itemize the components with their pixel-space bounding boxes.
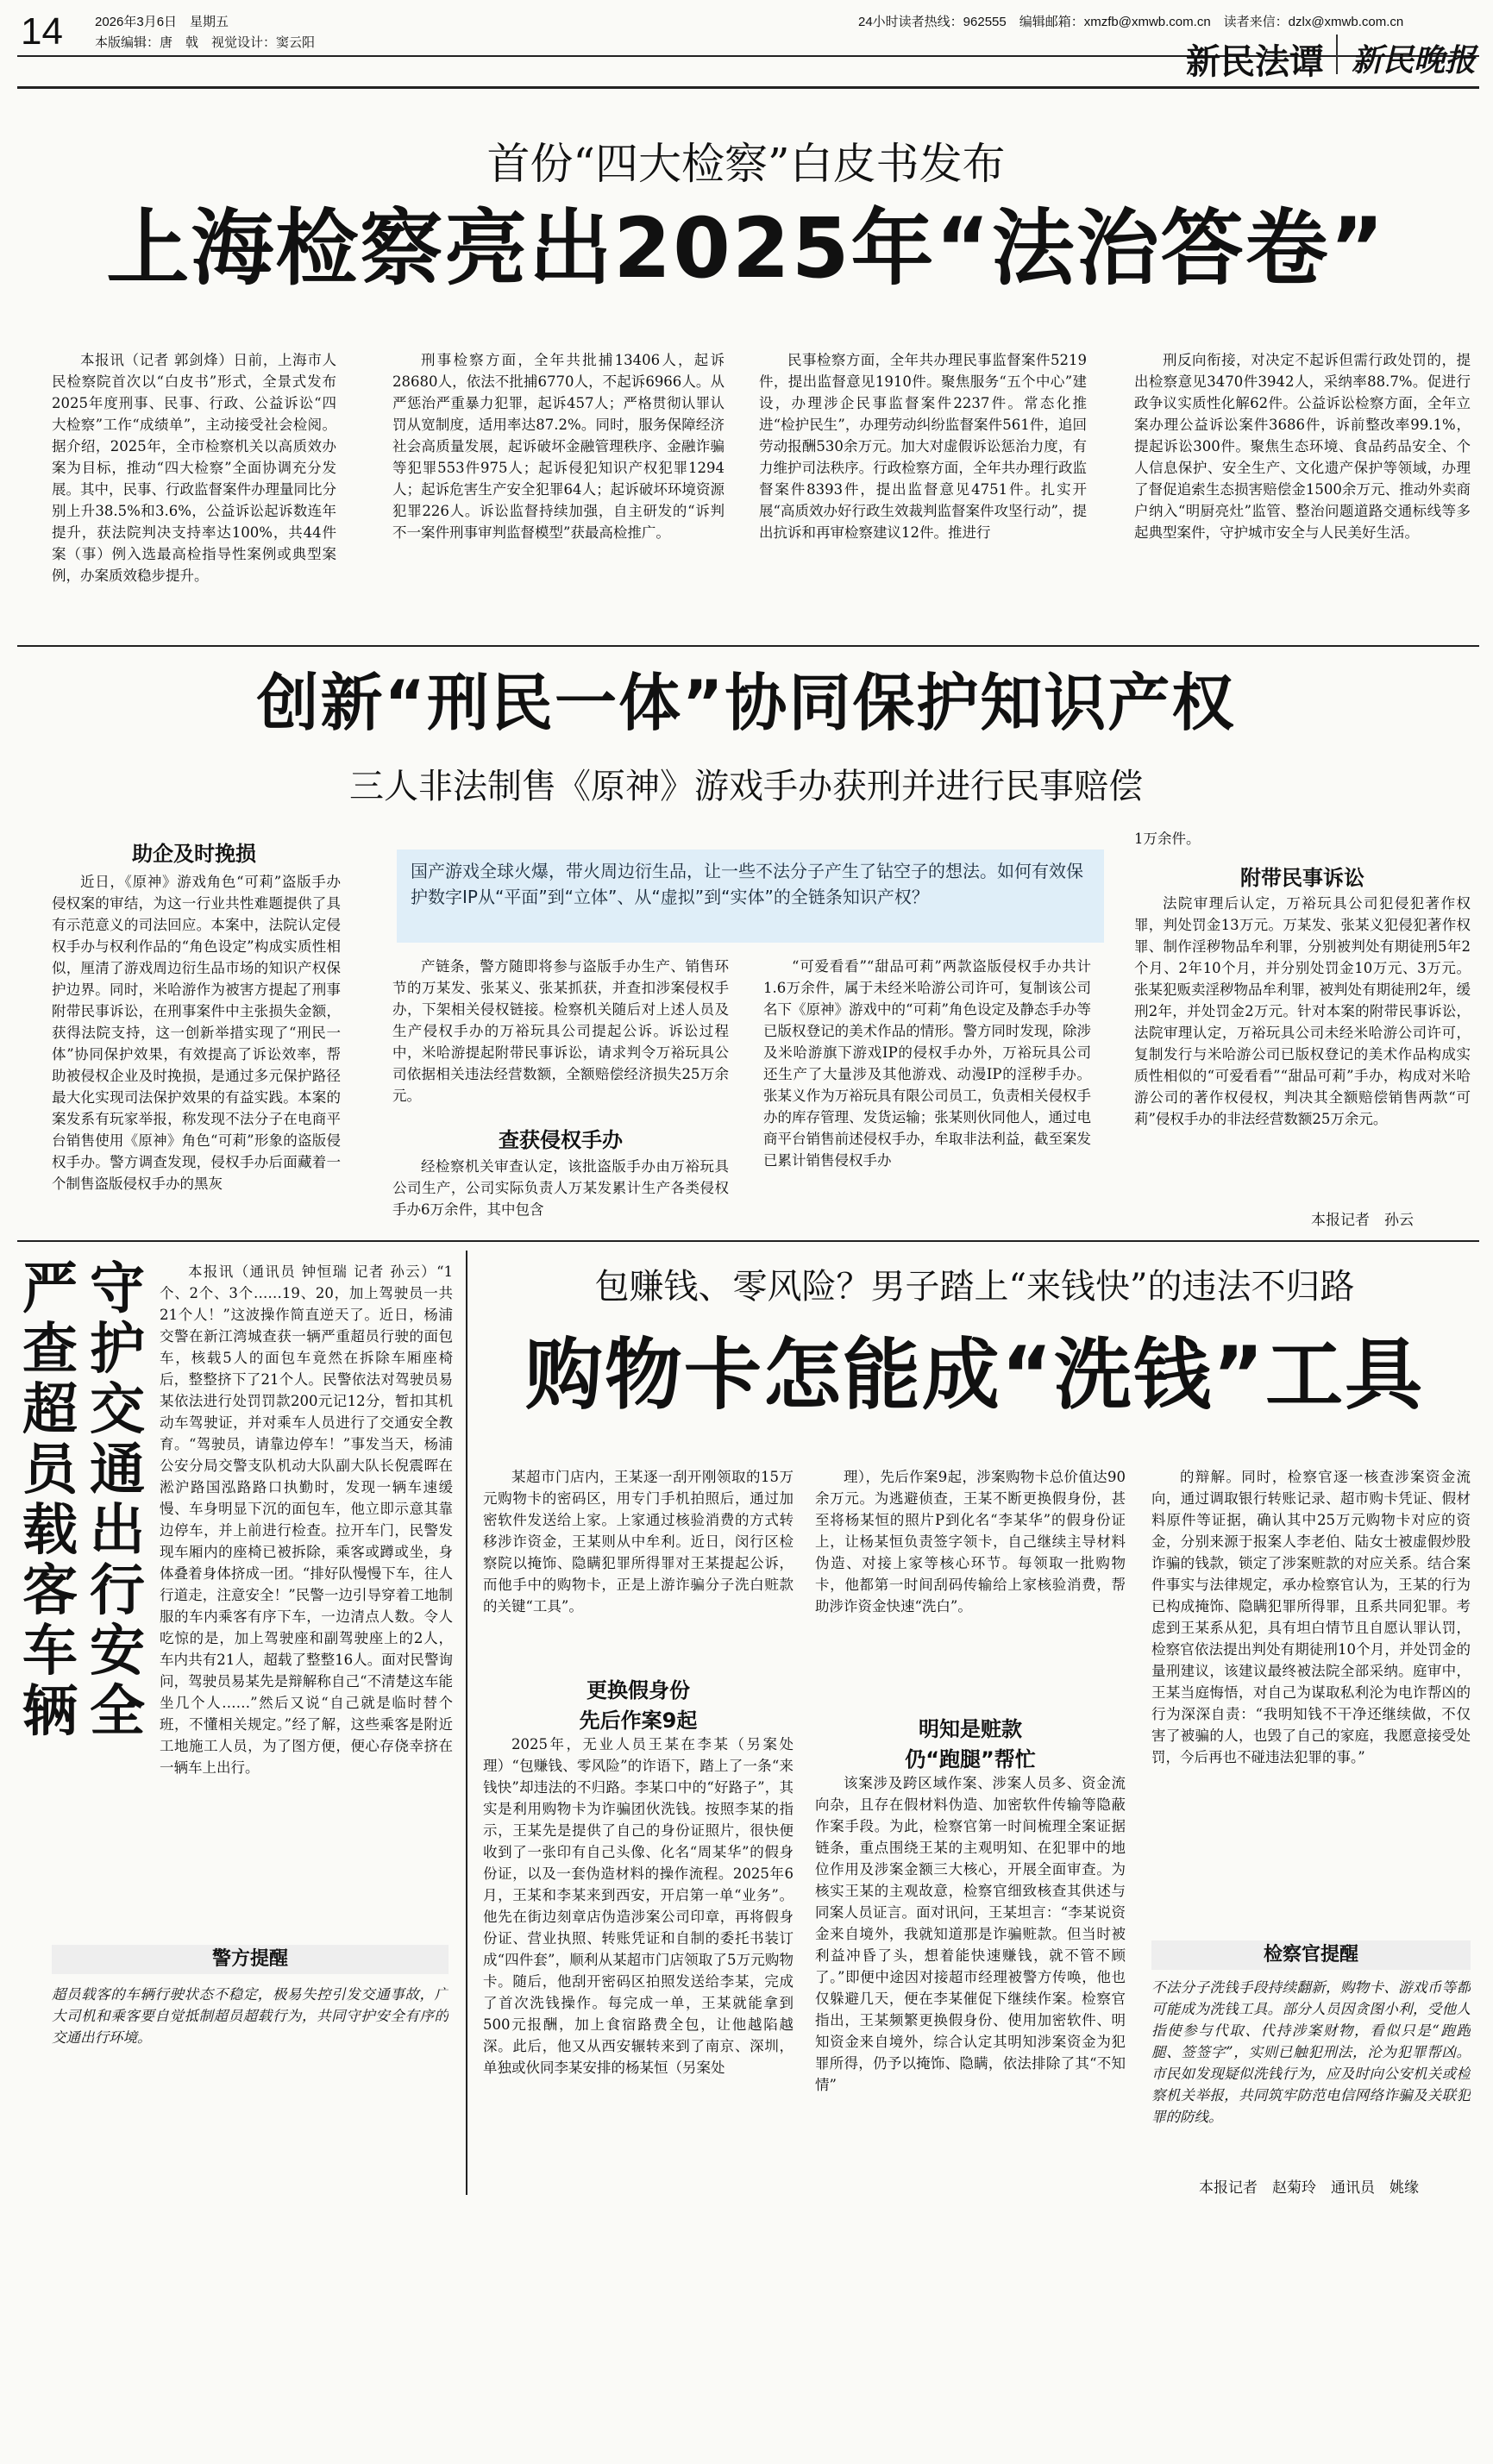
story2-col3: “可爱看看”“甜品可莉”两款盗版侵权手办共计1.6万余件，属于未经米哈游公司许可，复制该公司名下《原神》游戏中的“可莉”角色设定及静态手办等已版权登记的美术作品的情形。警方同时发现，除涉及米哈游旗下游戏IP的侵权手办外，万裕玩具公司还生产了大量涉及其他游戏、动漫IP的淫秽手办。张某义作为万裕玩具有限公司员工，负责相关侵权手办的库存管理、发货运输；张某则伙同他人，通过电商平台销售前述侵权手办，牟取非法利益，截至案发已累计销售侵权手办: [763, 958, 1091, 1169]
story3-title-left: 严查超员载客车辆: [22, 1257, 78, 1744]
story4-col2b: 该案涉及跨区域作案、涉案人员多、资金流向杂，且存在假材料伪造、加密软件传输等隐蔽作案手段。为此，检察官第一时间梳理全案证据链条，重点围绕王某的主观明知、在犯罪中的地位作用及涉案金额三大核心，开展全面审查。为核实王某的主观故意，检察官细致核查其供述与同案人员证言。面对讯问，王某坦言：“李某说资金来自境外，我就知道那是诈骗赃款。但当时被利益冲昏了头，想着能快速赚钱，就不管不顾了。”即便中途因对接超市经理被警方传唤，他也仅躲避几天，便在李某催促下继续作案。检察官指出，王某频繁更换假身份、使用加密软件、明知资金来自境外，综合认定其明知涉案资金为犯罪所得，仍予以掩饰、隐瞒，依法排除了其“不知情”: [815, 1775, 1126, 2093]
story4-sub2: 明知是赃款 仍“跑腿”帮忙: [905, 1717, 1036, 1771]
story3-title-right: 守护交通出行安全: [90, 1257, 145, 1744]
story2-byline: 本报记者 孙云: [1311, 1212, 1414, 1229]
story2-col1: 近日，《原神》游戏角色“可莉”盗版手办侵权案的审结，为这一行业共性难题提供了具有示范意义的司法回应。本案中，法院认定侵权手办与权利作品的“角色设定”构成实质性相似，厘清了游戏周边衍生品市场的知识产权保护边界。同时，米哈游作为被害方提起了刑事附带民事诉讼，在刑事案件中主张损失金额，获得法院支持，这一创新举措实现了“刑民一体”协同保护效果，有效提高了诉讼效率，帮助被侵权企业及时挽损，是通过多元保护路径最大化实现司法保护效果的有益实践。本案的案发系有玩家举报，称发现不法分子在电商平台销售使用《原神》角色“可莉”形象的盗版侵权手办。警方调查发现，侵权手办后面藏着一个制售盗版侵权手办的黑灰: [52, 874, 341, 1192]
story2-subhead: 三人非法制售《原神》游戏手办获刑并进行民事赔偿: [349, 767, 1143, 806]
story4-kicker: 包赚钱、零风险？男子踏上“来钱快”的违法不归路: [594, 1267, 1355, 1307]
story-divider: [17, 645, 1479, 647]
story2-col4a: 1万余件。: [1134, 831, 1201, 847]
story4-box-title: 检察官提醒: [1151, 1940, 1471, 1970]
header-divider: [1336, 34, 1338, 74]
story1-kicker: 首份“四大检察”白皮书发布: [486, 139, 1006, 189]
story3-body: 本报讯（通讯员 钟恒瑞 记者 孙云）“1个、2个、3个……19、20，加上驾驶员一共21个人！”这波操作简直逆天了。近日，杨浦交警在新江湾城查获一辆严重超员行驶的面包车，核载5人的面包车竟然在拆除车厢座椅后，整整挤下了21个人。民警依法对驾驶员易某依法进行处罚罚款200元记12分，暂扣其机动车驾驶证，并对乘车人员进行了交通安全教育。“驾驶员，请靠边停车！”事发当天，杨浦公安分局交警支队机动大队副大队长倪震晖在淞沪路国泓路路口执勤时，发现一辆车速缓慢、车身明显下沉的面包车，他立即示意其靠边停车，并上前进行检查。拉开车门，民警发现车厢内的座椅已被拆除，乘客或蹲或坐，身体叠着身体挤成一团。“排好队慢慢下车，往人行道走，注意安全！”民警一边引导穿着工地制服的车内乘客有序下车，一边清点人数。令人吃惊的是，加上驾驶座和副驾驶座上的2人，车内共有21人，超载了整整16人。面对民警询问，驾驶员易某先是辩解称自己“不清楚这车能坐几个人……”然后又说“自己就是临时替个班，不懂相关规定。”经了解，这些乘客是附近工地施工人员，为了图方便，便心存侥幸挤在一辆车上出行。: [160, 1263, 453, 1776]
story4-headline: 购物卡怎能成“洗钱”工具: [524, 1330, 1425, 1420]
story2-callout: 国产游戏全球火爆，带火周边衍生品，让一些不法分子产生了钻空子的想法。如何有效保护数字IP从“平面”到“立体”、从“虚拟”到“实体”的全链条知识产权？: [397, 850, 1104, 943]
story4-col1b: 2025年，无业人员王某在李某（另案处理）“包赚钱、零风险”的诈语下，踏上了一条“来钱快”却违法的不归路。李某口中的“好路子”，其实是利用购物卡为诈骗团伙洗钱。按照李某的指示，王某先是提供了自己的身份证照片，很快便收到了一张印有自己头像、化名“周某华”的假身份证，以及一套伪造材料的操作流程。2025年6月，王某和李某来到西安，开启第一单“业务”。他先在街边刻章店伪造涉案公司印章，再将假身份证、营业执照、转账凭证和自制的委托书装订成“四件套”，顺利从某超市门店领取了5万元购物卡。随后，他刮开密码区拍照发送给李某，完成了首次洗钱操作。每完成一单，王某就能拿到500元报酬，加上食宿路费全包，让他越陷越深。此后，他又从西安辗转来到了南京、深圳，单独或伙同李某安排的杨某恒（另案处: [483, 1736, 794, 2076]
story4-col2: 理），先后作案9起，涉案购物卡总价值达90余万元。为逃避侦查，王某不断更换假身份，甚至将杨某恒的照片P到化名“李某华”的假身份证上，让杨某恒负责签字领卡，自己继续主导材料伪造、对接上家等核心环节。每领取一批购物卡，他都第一时间刮码传输给上家核验消费，帮助涉诈资金快速“洗白”。: [815, 1469, 1126, 1614]
story2-col4: 法院审理后认定，万裕玩具公司犯侵犯著作权罪，判处罚金13万元。万某发、张某义犯侵犯著作权罪、制作淫秽物品牟利罪，分别被判处有期徒刑5年2个月、2年10个月，并分别处罚金10万元、3万元。张某犯贩卖淫秽物品牟利罪，被判处有期徒刑2年，缓刑2年，并处罚金2万元。针对本案的附带民事诉讼，法院审理认定，万裕玩具公司未经米哈游公司许可，复制发行与米哈游公司已版权登记的美术作品构成实质性相似的“可爱看看”“甜品可莉”手办，构成对米哈游公司的著作权侵权，判决其全额赔偿销售两款“可莉”侵权手办的非法经营数额25万余元。: [1134, 895, 1471, 1127]
story4-byline: 本报记者 赵菊玲 通讯员 姚缘: [1199, 2179, 1419, 2197]
story1-col4: 刑反向衔接，对决定不起诉但需行政处罚的，提出检察意见3470件3942人，采纳率88.7%。促进行政争议实质性化解62件。公益诉讼检察方面，全年立案办理公益诉讼案件3686件，诉前整改率99.1%，提起诉讼300件。聚焦生态环境、食品药品安全、个人信息保护、安全生产、文化遗产保护等领域，办理了督促追索生态损害赔偿金1500余万元、推动外卖商户纳入“明厨亮灶”监管、整治问题道路交通标线等多起典型案件，守护城市安全与人民美好生活。: [1134, 352, 1471, 541]
story1-col1: 本报讯（记者 郭剑烽）日前，上海市人民检察院首次以“白皮书”形式，全景式发布2025年度刑事、民事、行政、公益诉讼“四大检察”工作“成绩单”，主动接受社会检阅。据介绍，2025年，全市检察机关以高质效办案为目标，推动“四大检察”全面协调充分发展。其中，民事、行政监督案件办理量同比分别上升38.5%和3.6%，公益诉讼起诉数连年提升，获法院判决支持率达100%，共44件案（事）例入选最高检指导性案例或典型案例，办案质效稳步提升。: [52, 352, 336, 584]
story2-sub3: 附带民事诉讼: [1240, 866, 1364, 890]
story1-col3: 民事检察方面，全年共办理民事监督案件5219件，提出监督意见1910件。聚焦服务“五个中心”建设，办理涉企民事监督案件2237件。常态化推进“检护民生”，办理劳动纠纷监督案件561件，追回劳动报酬530余万元。加大对虚假诉讼惩治力度，有力维护司法秩序。行政检察方面，全年共办理行政监督案件8393件，提出监督意见4751件。扎实开展“高质效办好行政生效裁判监督案件攻坚行动”，提出抗诉和再审检察建议12件。推进行: [759, 352, 1087, 541]
story4-sub1: 更换假身份 先后作案9起: [579, 1678, 698, 1733]
header-rule: [17, 86, 1479, 89]
column-divider: [466, 1251, 467, 2195]
page-number: 14: [21, 10, 63, 53]
story2-col2: 产链条，警方随即将参与盗版手办生产、销售环节的万某发、张某义、张某抓获，并查扣涉案侵权手办，下架相关侵权链接。检察机关随后对上述人员及生产侵权手办的万裕玩具公司提起公诉。诉讼过程中，米哈游提起附带民事诉讼，请求判令万裕玩具公司依据相关违法经营数额，全额赔偿经济损失25万余元。: [392, 958, 729, 1104]
story1-col2: 刑事检察方面，全年共批捕13406人，起诉28680人，依法不批捕6770人，不起诉6966人。从严惩治严重暴力犯罪，起诉457人；严格贯彻认罪认罚从宽制度，适用率达87.2%。同时，服务保障经济社会高质量发展，起诉破坏金融管理秩序、金融诈骗等犯罪553件975人；起诉侵犯知识产权犯罪1294人；起诉危害生产安全犯罪64人；起诉破坏环境资源犯罪226人。诉讼监督持续加强，自主研发的“诉判不一案件刑事审判监督模型”获最高检推广。: [392, 352, 725, 541]
editors-credit: 本版编辑：唐 戟 视觉设计：窦云阳: [95, 35, 316, 50]
newspaper-logo: 新民晚报: [1351, 42, 1476, 78]
story4-note: 不法分子洗钱手段持续翻新，购物卡、游戏币等都可能成为洗钱工具。部分人员因贪图小利，受他人指使参与代取、代持涉案财物，看似只是“跑跑腿、签签字”，实则已触犯刑法，沦为犯罪帮凶。市民如发现疑似洗钱行为，应及时向公安机关或检察机关举报，共同筑牢防范电信网络诈骗及关联犯罪的防线。: [1151, 1979, 1471, 2125]
story3-note: 超员载客的车辆行驶状态不稳定，极易失控引发交通事故，广大司机和乘客要自觉抵制超员超载行为，共同守护安全有序的交通出行环境。: [52, 1986, 449, 2046]
story2-sub2: 查获侵权手办: [499, 1128, 623, 1152]
story4-col1: 某超市门店内，王某逐一刮开刚领取的15万元购物卡的密码区，用专门手机拍照后，通过加密软件发送给上家。上家通过核验消费的方式转移涉诈资金，王某则从中牟利。近日，闵行区检察院以掩饰、隐瞒犯罪所得罪对王某提起公诉，而他手中的购物卡，正是上游诈骗分子洗白赃款的关键“工具”。: [483, 1469, 794, 1614]
story2-headline: 创新“刑民一体”协同保护知识产权: [256, 667, 1236, 739]
story3-box-title: 警方提醒: [52, 1945, 449, 1974]
issue-date: 2026年3月6日 星期五: [95, 15, 229, 29]
story-divider: [17, 1240, 1479, 1242]
section-title: 新民法谭: [1186, 42, 1324, 82]
story1-headline: 上海检察亮出2025年“法治答卷”: [106, 200, 1386, 297]
story2-col2b: 经检察机关审查认定，该批盗版手办由万裕玩具公司生产，公司实际负责人万某发累计生产各类侵权手办6万余件，其中包含: [392, 1158, 729, 1218]
story2-sub1: 助企及时挽损: [132, 842, 256, 866]
contact-info: 24小时读者热线：962555 编辑邮箱：xmzfb@xmwb.com.cn 读者来信：dzlx@xmwb.com.cn: [858, 15, 1404, 29]
story4-col3: 的辩解。同时，检察官逐一核查涉案资金流向，通过调取银行转账记录、超市购卡凭证、假材料原件等证据，确认其中25万元购物卡对应的资金，分别来源于报案人李老伯、陆女士被虚假炒股诈骗的钱款，锁定了涉案赃款的对应关系。结合案件事实与法律规定，承办检察官认为，王某的行为已构成掩饰、隐瞒犯罪所得罪，且系共同犯罪。考虑到王某系从犯，具有坦白情节且自愿认罪认罚，检察官依法提出判处有期徒刑10个月，并处罚金的量刑建议，该建议最终被法院全部采纳。庭审中，王某当庭悔悟，对自己为谋取私利沦为电诈帮凶的行为深深自责：“我明知钱不干净还继续做，不仅害了被骗的人，也毁了自己的家庭，我愿意接受处罚，今后再也不碰违法犯罪的事。”: [1151, 1469, 1471, 1765]
